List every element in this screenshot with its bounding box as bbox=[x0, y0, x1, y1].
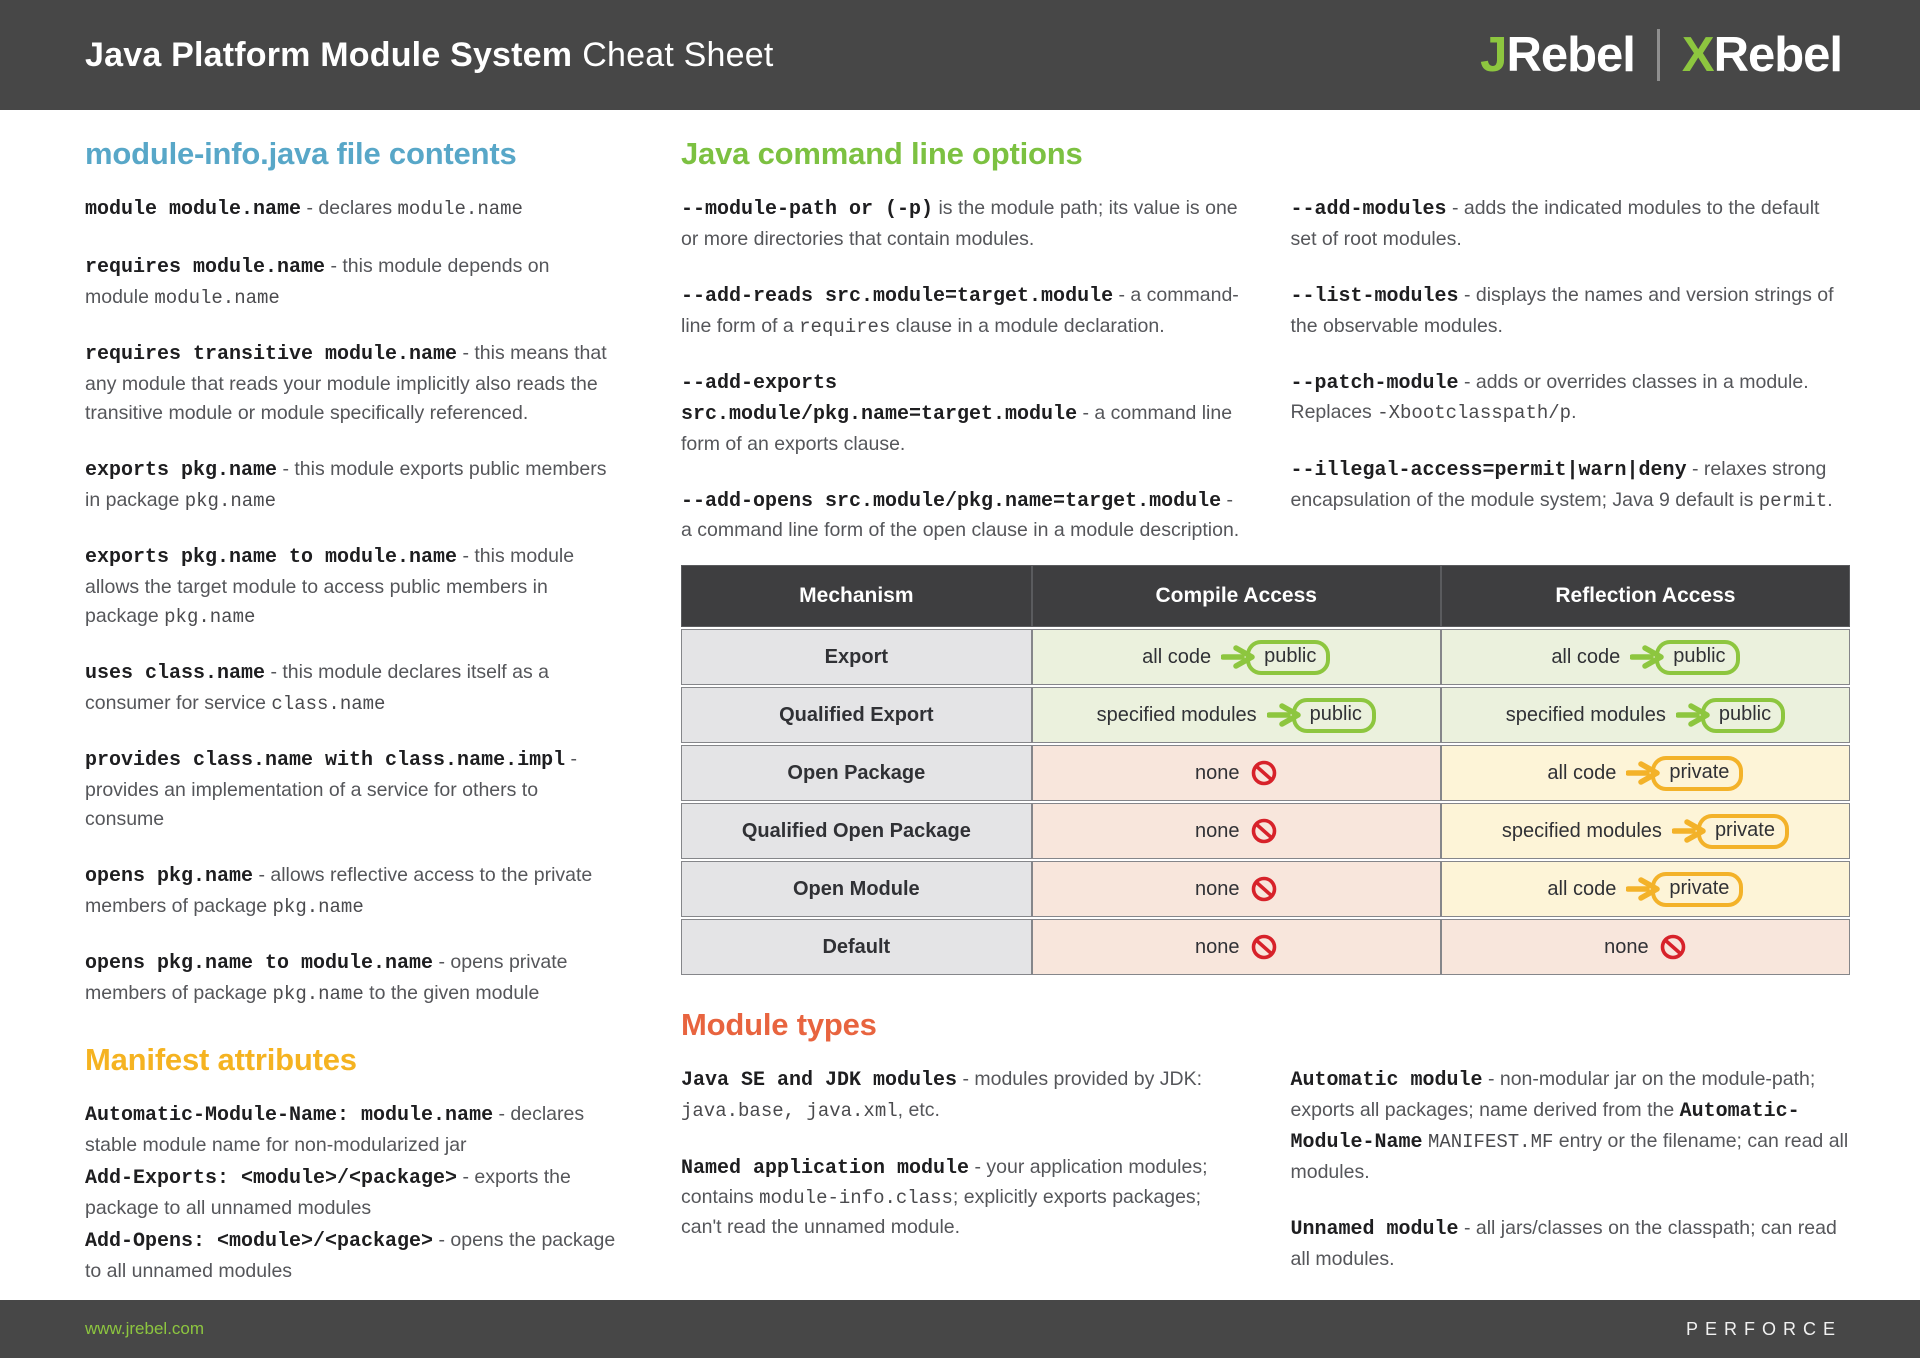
code-term: requires transitive module.name bbox=[85, 342, 458, 366]
compile-access-cell bbox=[1032, 687, 1441, 743]
inline-code: module.name bbox=[397, 198, 523, 220]
code-term: module module.name bbox=[85, 198, 302, 221]
description-text: - adds the indicated modules to the default set of root modules. bbox=[1290, 197, 1820, 250]
mechanism-cell: Qualified Export bbox=[681, 687, 1032, 743]
brand-logos bbox=[1480, 27, 1842, 83]
inline-code: module-info.class bbox=[759, 1187, 953, 1210]
jrebel-logo bbox=[1480, 27, 1635, 83]
reflection-access-cell bbox=[1441, 629, 1850, 685]
code-term: --illegal-access=permit|warn|deny bbox=[1290, 458, 1687, 482]
description-text: ; explicitly exports packages; can't read the unnamed module. bbox=[681, 1186, 1202, 1238]
module-info-entry bbox=[85, 542, 617, 631]
code-term: exports pkg.name bbox=[85, 458, 278, 482]
manifest-title: Manifest attributes bbox=[85, 1042, 357, 1078]
code-term: uses class.name bbox=[85, 662, 266, 686]
module-type-entry bbox=[1291, 1214, 1851, 1274]
code-term: Java SE and JDK modules bbox=[681, 1069, 958, 1093]
arrow-icon bbox=[1221, 644, 1261, 670]
description-text: - declares stable module name for non-modularized jar bbox=[85, 1103, 585, 1156]
table-row bbox=[681, 803, 1850, 859]
inline-code: pkg.name bbox=[184, 489, 276, 512]
jrebel-logo-rest: Rebel bbox=[1506, 28, 1635, 82]
cmd-option-entry bbox=[681, 368, 1241, 459]
code-term: opens pkg.name bbox=[85, 865, 254, 888]
access-cell-content bbox=[1448, 933, 1843, 961]
access-pill: public bbox=[1292, 698, 1376, 733]
cmd-options-title: Java command line options bbox=[681, 136, 1083, 171]
reflection-access-cell bbox=[1441, 861, 1850, 917]
module-info-entry bbox=[85, 194, 617, 225]
module-types-col-b bbox=[1291, 1065, 1851, 1273]
access-none-label: none bbox=[1195, 761, 1240, 784]
manifest-section bbox=[85, 1042, 617, 1286]
cmd-option-entry bbox=[681, 281, 1241, 341]
code-term: --add-modules bbox=[1290, 198, 1447, 221]
access-source-label: all code bbox=[1547, 877, 1617, 900]
code-term: --list-modules bbox=[1290, 284, 1459, 308]
access-source-label: all code bbox=[1551, 645, 1621, 668]
module-types-section bbox=[681, 1007, 1850, 1273]
module-info-entry bbox=[85, 861, 617, 921]
access-table-header: Mechanism bbox=[681, 565, 1032, 627]
cmd-options-section bbox=[681, 136, 1850, 545]
access-cell-content bbox=[1039, 875, 1434, 903]
module-type-entry bbox=[681, 1153, 1241, 1242]
description-text: . bbox=[1827, 488, 1833, 511]
inline-code: -Xbootclasspath/p bbox=[1377, 402, 1572, 425]
code-term: Automatic-Module-Name: module.name bbox=[85, 1104, 494, 1128]
no-entry-icon bbox=[1250, 875, 1278, 903]
access-table-header-row bbox=[681, 565, 1850, 627]
module-info-entry bbox=[85, 339, 617, 428]
description-text: - this module exports public members in package bbox=[85, 457, 607, 511]
description-text: - all jars/classes on the classpath; can read all modules. bbox=[1290, 1216, 1837, 1270]
code-term: --module-path or (-p) bbox=[681, 198, 934, 221]
arrow-icon bbox=[1672, 818, 1712, 844]
access-source-label: specified modules bbox=[1505, 703, 1666, 726]
jrebel-logo-j: J bbox=[1480, 28, 1507, 82]
module-info-entry bbox=[85, 948, 617, 1008]
compile-access-cell bbox=[1032, 861, 1441, 917]
arrow-icon bbox=[1267, 702, 1307, 728]
inline-code: java.base, java.xml bbox=[681, 1100, 898, 1123]
inline-code: module.name bbox=[154, 286, 280, 309]
description-text: - relaxes strong encapsulation of the module system; Java 9 default is bbox=[1290, 457, 1827, 511]
arrow-icon bbox=[1630, 644, 1670, 670]
logo-divider bbox=[1657, 29, 1660, 81]
cmd-options-col-b bbox=[1291, 194, 1851, 545]
description-text: - your application modules; contains bbox=[681, 1155, 1208, 1209]
inline-code: permit bbox=[1758, 489, 1828, 512]
description-text: - a command line form of an exports clause. bbox=[681, 401, 1233, 455]
access-none-label: none bbox=[1604, 935, 1649, 958]
manifest-entry bbox=[85, 1100, 617, 1160]
compile-access-cell bbox=[1032, 919, 1441, 975]
description-text: - adds or overrides classes in a module. Replaces bbox=[1290, 370, 1809, 424]
code-term: Unnamed module bbox=[1290, 1217, 1459, 1241]
access-source-label: specified modules bbox=[1501, 819, 1662, 842]
code-term: --add-reads src.module=target.module bbox=[681, 284, 1114, 308]
description-text: entry or the filename; can read all modules. bbox=[1290, 1130, 1849, 1183]
description-text: - a command-line form of a bbox=[681, 283, 1239, 337]
xrebel-logo-rest: Rebel bbox=[1713, 28, 1842, 82]
description-text: to the given module bbox=[363, 981, 540, 1004]
access-cell-content bbox=[1448, 756, 1843, 791]
access-none-label: none bbox=[1195, 877, 1240, 900]
code-term: Named application module bbox=[681, 1156, 970, 1180]
reflection-access-cell bbox=[1441, 919, 1850, 975]
xrebel-logo-x: X bbox=[1681, 28, 1714, 82]
no-entry-icon bbox=[1250, 817, 1278, 845]
reflection-access-cell bbox=[1441, 745, 1850, 801]
mechanism-cell: Open Package bbox=[681, 745, 1032, 801]
access-cell-content bbox=[1039, 817, 1434, 845]
jrebel-url-link[interactable]: www.jrebel.com bbox=[85, 1319, 205, 1338]
description-text: is the module path; its value is one or more directories that contain modules. bbox=[681, 197, 1238, 250]
table-row bbox=[681, 861, 1850, 917]
module-types-title: Module types bbox=[681, 1007, 877, 1043]
inline-code: pkg.name bbox=[164, 605, 256, 628]
cmd-option-entry bbox=[681, 194, 1241, 254]
access-cell-content bbox=[1039, 640, 1434, 675]
compile-access-cell bbox=[1032, 745, 1441, 801]
page-title-bold: Java Platform Module System bbox=[85, 35, 573, 74]
description-text: - displays the names and version strings of the observable modules. bbox=[1290, 283, 1834, 337]
xrebel-logo bbox=[1682, 27, 1842, 83]
mechanism-cell: Export bbox=[681, 629, 1032, 685]
access-cell-content bbox=[1448, 872, 1843, 907]
arrow-icon bbox=[1626, 760, 1666, 786]
inline-code: class.name bbox=[271, 692, 386, 715]
access-pill: public bbox=[1655, 640, 1739, 675]
inline-code: pkg.name bbox=[272, 895, 364, 918]
description-text: - exports the package to all unnamed modules bbox=[85, 1166, 571, 1219]
cmd-options-col-a bbox=[681, 194, 1241, 545]
code-term: Add-Opens: <module>/<package> bbox=[85, 1229, 434, 1253]
page-header bbox=[0, 0, 1920, 110]
table-row bbox=[681, 629, 1850, 685]
code-term: requires module.name bbox=[85, 255, 326, 279]
access-pill: private bbox=[1651, 756, 1743, 791]
arrow-icon bbox=[1626, 876, 1666, 902]
code-term: Add-Exports: <module>/<package> bbox=[85, 1167, 458, 1191]
inline-code: requires bbox=[799, 315, 891, 338]
description-text: clause in a module declaration. bbox=[890, 314, 1165, 337]
module-types-grid bbox=[681, 1065, 1850, 1273]
mechanism-cell: Default bbox=[681, 919, 1032, 975]
compile-access-cell bbox=[1032, 629, 1441, 685]
description-text: . bbox=[1571, 401, 1577, 424]
description-text: - allows reflective access to the private members of package bbox=[85, 864, 593, 917]
description-text: - a command line form of the open clause in a module description. bbox=[681, 488, 1240, 542]
cmd-options-grid bbox=[681, 194, 1850, 545]
description-text: - this module declares itself as a consumer for service bbox=[85, 661, 549, 714]
description-text: - provides an implementation of a service for others to consume bbox=[85, 748, 577, 830]
code-term: provides class.name with class.name.impl bbox=[85, 749, 566, 773]
access-cell-content bbox=[1039, 698, 1434, 733]
description-text: - non-modular jar on the module-path; exports all packages; name derived from the bbox=[1290, 1068, 1816, 1122]
module-info-title: module-info.java file contents bbox=[85, 136, 517, 171]
module-type-entry bbox=[1291, 1065, 1851, 1186]
code-term: exports pkg.name to module.name bbox=[85, 545, 458, 569]
description-text: - opens the package to all unnamed modules bbox=[85, 1228, 616, 1282]
manifest-entry bbox=[85, 1226, 617, 1286]
page-title bbox=[85, 36, 773, 75]
code-term: opens pkg.name to module.name bbox=[85, 952, 434, 976]
description-text: - this module allows the target module to access public members in package bbox=[85, 544, 575, 627]
cmd-option-entry bbox=[1291, 368, 1851, 428]
access-table-body bbox=[681, 629, 1850, 975]
table-row bbox=[681, 687, 1850, 743]
access-pill: public bbox=[1701, 698, 1785, 733]
left-column bbox=[85, 136, 617, 1300]
mechanism-cell: Qualified Open Package bbox=[681, 803, 1032, 859]
page-footer bbox=[0, 1300, 1920, 1358]
no-entry-icon bbox=[1250, 933, 1278, 961]
page-title-light: Cheat Sheet bbox=[582, 35, 774, 74]
module-info-entry bbox=[85, 658, 617, 718]
inline-code: pkg.name bbox=[272, 982, 364, 1005]
manifest-entry bbox=[85, 1163, 617, 1223]
access-pill: public bbox=[1246, 640, 1330, 675]
cmd-option-entry bbox=[1291, 194, 1851, 254]
no-entry-icon bbox=[1250, 759, 1278, 787]
arrow-icon bbox=[1676, 702, 1716, 728]
inline-code: MANIFEST.MF bbox=[1427, 1131, 1554, 1154]
access-table bbox=[681, 563, 1850, 977]
code-term: --add-opens src.module/pkg.name=target.module bbox=[681, 489, 1222, 513]
access-table-header: Reflection Access bbox=[1441, 565, 1850, 627]
module-types-col-a bbox=[681, 1065, 1241, 1273]
description-text: - modules provided by JDK: bbox=[957, 1068, 1202, 1091]
description-text: - this module depends on module bbox=[85, 254, 550, 308]
access-none-label: none bbox=[1195, 819, 1240, 842]
access-source-label: all code bbox=[1547, 761, 1617, 784]
description-text: , etc. bbox=[897, 1099, 940, 1122]
cmd-option-entry bbox=[1291, 455, 1851, 515]
description-text: - this means that any module that reads your module implicitly also reads the transitive module or module specifically referenced. bbox=[85, 341, 607, 424]
access-source-label: all code bbox=[1142, 645, 1212, 668]
cmd-option-entry bbox=[681, 486, 1241, 546]
content bbox=[0, 110, 1920, 1300]
access-cell-content bbox=[1039, 933, 1434, 961]
code-term: Automatic-Module-Name bbox=[1290, 1100, 1800, 1155]
code-term: Automatic module bbox=[1290, 1069, 1483, 1093]
module-info-entry bbox=[85, 745, 617, 834]
module-info-section bbox=[85, 136, 617, 1008]
access-cell-content bbox=[1448, 698, 1843, 733]
access-pill: private bbox=[1697, 814, 1789, 849]
access-table-header: Compile Access bbox=[1032, 565, 1441, 627]
table-row bbox=[681, 745, 1850, 801]
access-cell-content bbox=[1039, 759, 1434, 787]
compile-access-cell bbox=[1032, 803, 1441, 859]
reflection-access-cell bbox=[1441, 803, 1850, 859]
access-source-label: specified modules bbox=[1096, 703, 1257, 726]
description-text: - declares bbox=[301, 197, 398, 219]
module-info-entry bbox=[85, 252, 617, 312]
code-term: --add-exports src.module/pkg.name=target.module bbox=[681, 371, 1078, 426]
reflection-access-cell bbox=[1441, 687, 1850, 743]
code-term: --patch-module bbox=[1290, 371, 1459, 395]
access-cell-content bbox=[1448, 640, 1843, 675]
no-entry-icon bbox=[1659, 933, 1687, 961]
access-none-label: none bbox=[1195, 935, 1240, 958]
table-row bbox=[681, 919, 1850, 975]
module-type-entry bbox=[681, 1065, 1241, 1125]
access-cell-content bbox=[1448, 814, 1843, 849]
description-text: - opens private members of package bbox=[85, 951, 568, 1004]
module-info-entry bbox=[85, 455, 617, 515]
cmd-option-entry bbox=[1291, 281, 1851, 341]
access-pill: private bbox=[1651, 872, 1743, 907]
perforce-logo: PERFORCE bbox=[1685, 1318, 1842, 1339]
main-column bbox=[681, 136, 1850, 1300]
mechanism-cell: Open Module bbox=[681, 861, 1032, 917]
